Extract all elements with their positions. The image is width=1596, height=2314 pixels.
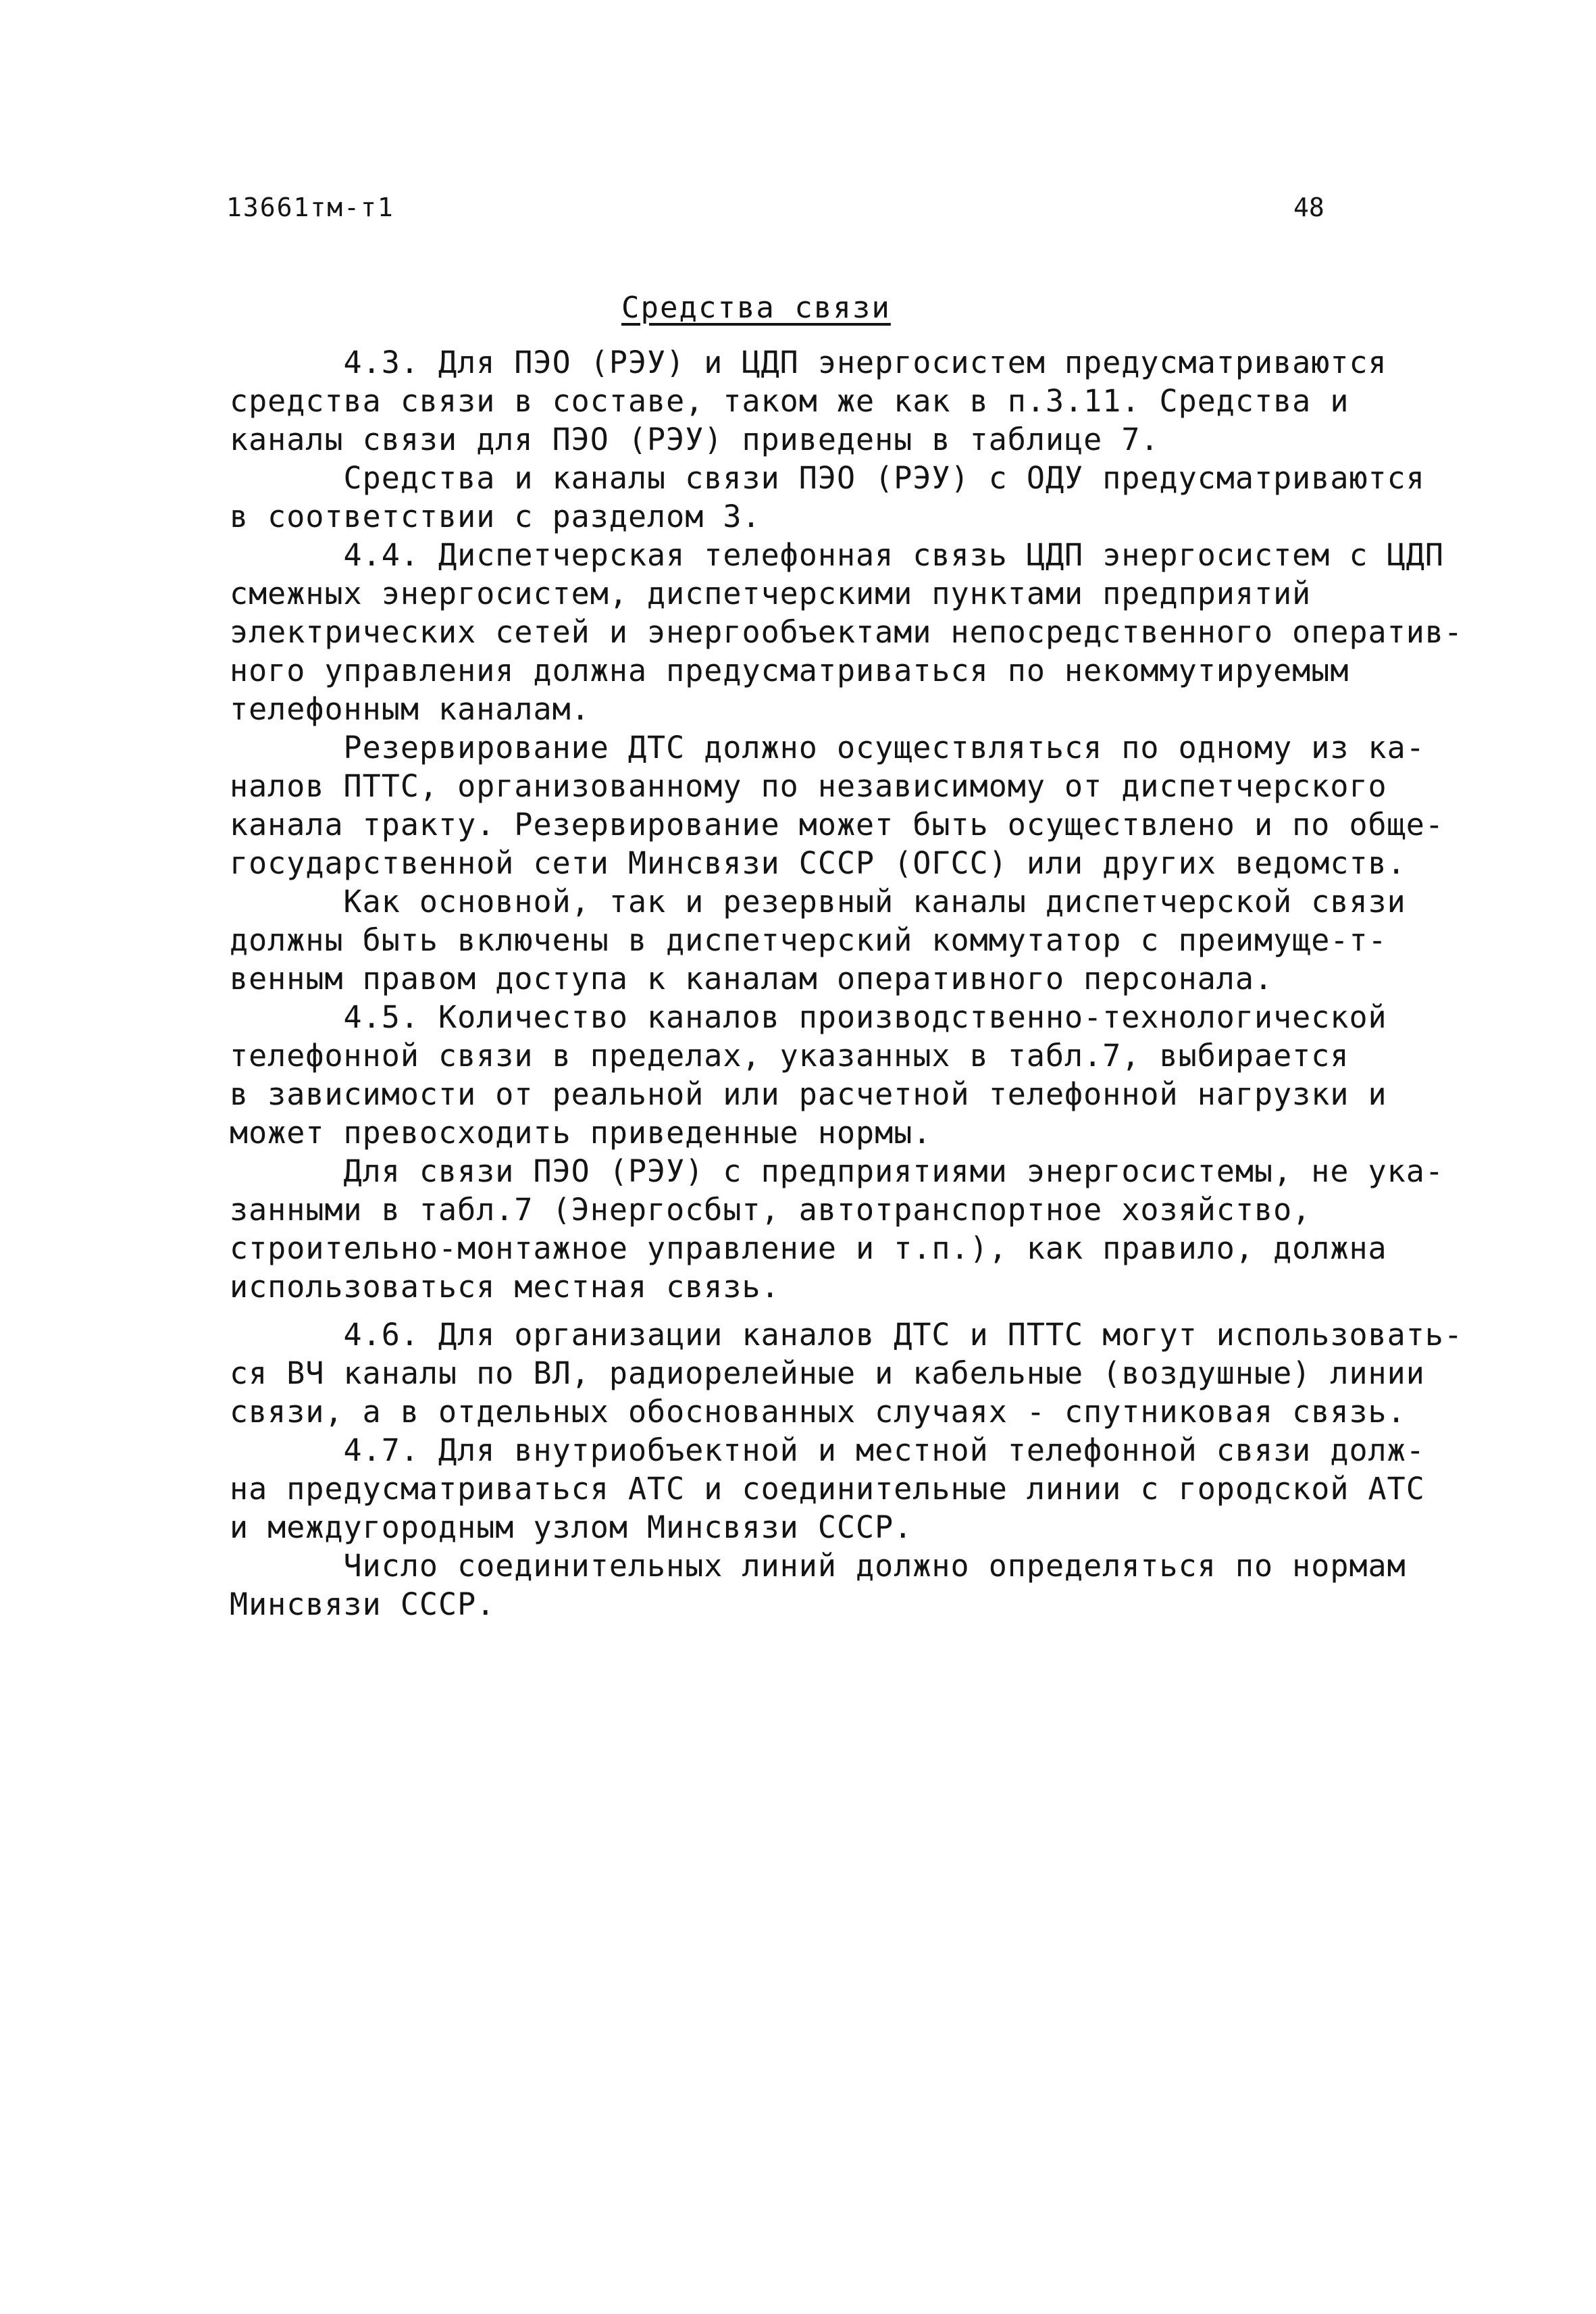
document-code: 13661тм-т1: [226, 193, 394, 222]
text-line: Для связи ПЭО (РЭУ) с предприятиями энергосистемы, не ука-: [230, 1153, 1444, 1189]
text-line: государственной сети Минсвязи СССР (ОГСС) или других ведомств.: [230, 845, 1406, 881]
text-line: 4.3. Для ПЭО (РЭУ) и ЦДП энергосистем предусматриваются: [230, 345, 1387, 380]
text-line: ного управления должна предусматриваться по некоммутируемым: [230, 653, 1349, 688]
text-line: может превосходить приведенные нормы.: [230, 1115, 932, 1151]
paragraph-odu-channels: [230, 459, 1425, 536]
text-line: каналы связи для ПЭО (РЭУ) приведены в таблице 7.: [230, 422, 1160, 457]
paragraph-4-5: [230, 998, 1418, 1152]
text-line: Средства и каналы связи ПЭО (РЭУ) с ОДУ предусматриваются: [230, 460, 1425, 496]
text-line: и междугородным узлом Минсвязи СССР.: [230, 1509, 913, 1545]
paragraph-channels-switch: [230, 882, 1418, 998]
text-line: венным правом доступа к каналам оперативного персонала.: [230, 961, 1274, 997]
paragraph-local-link: [230, 1152, 1444, 1306]
text-line: в соответствии с разделом 3.: [230, 499, 761, 534]
text-line: телефонной связи в пределах, указанных в табл.7, выбирается: [230, 1038, 1349, 1074]
text-line: Минсвязи СССР.: [230, 1586, 496, 1622]
text-line: налов ПТТС, организованному по независимому от диспетчерского: [230, 768, 1387, 804]
text-line: Число соединительных линий должно определяться по нормам: [230, 1548, 1406, 1584]
paragraph-dts-reserve: [230, 728, 1444, 882]
paragraph-4-6: [230, 1315, 1463, 1431]
text-line: в зависимости от реальной или расчетной телефонной нагрузки и: [230, 1076, 1387, 1112]
paragraph-connection-lines: [230, 1546, 1418, 1624]
paragraph-4-7: [230, 1431, 1425, 1546]
page-number: 48: [1293, 193, 1324, 222]
paragraph-gap: [230, 1306, 1418, 1315]
text-line: канала тракту. Резервирование может быть осуществлено и по обще-: [230, 807, 1444, 842]
section-title: Средства связи: [621, 291, 891, 325]
text-line: телефонным каналам.: [230, 691, 590, 727]
text-line: электрических сетей и энергообъектами непосредственного оператив-: [230, 614, 1463, 650]
paragraph-4-3: [230, 343, 1418, 459]
text-line: на предусматриваться АТС и соединительные линии с городской АТС: [230, 1471, 1425, 1507]
text-line: смежных энергосистем, диспетчерскими пунктами предприятий: [230, 576, 1312, 611]
text-line: Резервирование ДТС должно осуществляться по одному из ка-: [230, 730, 1425, 765]
text-line: ся ВЧ каналы по ВЛ, радиорелейные и кабельные (воздушные) линии: [230, 1355, 1425, 1391]
text-line: должны быть включены в диспетчерский коммутатор с преимуще-т-: [230, 922, 1387, 958]
text-line: 4.4. Диспетчерская телефонная связь ЦДП энергосистем с ЦДП: [230, 537, 1444, 573]
text-line: 4.6. Для организации каналов ДТС и ПТТС могут использовать-: [230, 1317, 1463, 1353]
text-line: строительно-монтажное управление и т.п.), как правило, должна: [230, 1230, 1387, 1266]
text-line: связи, а в отдельных обоснованных случаях - спутниковая связь.: [230, 1394, 1406, 1430]
text-line: 4.7. Для внутриобъектной и местной телефонной связи долж-: [230, 1432, 1425, 1468]
text-line: Как основной, так и резервный каналы диспетчерской связи: [230, 884, 1406, 920]
text-line: использоваться местная связь.: [230, 1269, 780, 1305]
text-line: 4.5. Количество каналов производственно-технологической: [230, 999, 1387, 1035]
text-line: средства связи в составе, таком же как в п.3.11. Средства и: [230, 383, 1349, 419]
paragraph-4-4: [230, 536, 1463, 728]
text-line: занными в табл.7 (Энергосбыт, автотранспортное хозяйство,: [230, 1192, 1312, 1228]
body-text: [230, 343, 1463, 1624]
